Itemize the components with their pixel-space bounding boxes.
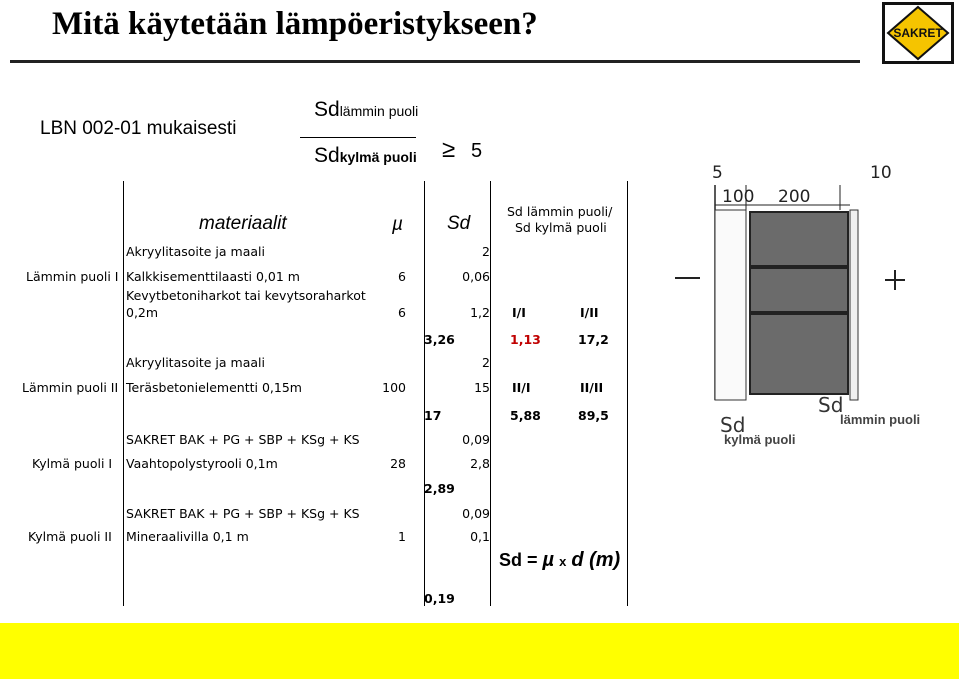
group-total: 0,19	[424, 591, 455, 606]
mu-cell: 28	[390, 456, 406, 471]
group-label: Lämmin puoli II	[22, 380, 119, 395]
sd-cell: 2	[482, 244, 490, 259]
block-3	[750, 314, 848, 394]
group-total: 17	[424, 408, 442, 423]
header-materials: materiaalit	[199, 213, 287, 234]
title-divider	[10, 60, 860, 63]
sd-cell: 0,06	[462, 269, 490, 284]
group-label: Kylmä puoli I	[32, 456, 113, 471]
table-line-mid	[424, 181, 425, 606]
group-label: Kylmä puoli II	[28, 529, 112, 544]
block-1	[750, 212, 848, 266]
sd-cell: 2,8	[470, 456, 490, 471]
table-line-sd	[490, 181, 491, 606]
sd-right-sub: lämmin puoli	[840, 412, 921, 427]
sd-cell: 0,09	[462, 432, 490, 447]
group-total: 2,89	[424, 481, 455, 496]
ratio-value-highlight: 1,13	[510, 332, 541, 347]
page-title: Mitä käytetään lämpöeristykseen?	[52, 6, 538, 42]
material-cell: 0,2m	[126, 305, 159, 320]
ratio-code: II/II	[580, 380, 604, 395]
group-label: Lämmin puoli I	[26, 269, 119, 284]
material-cell: Kalkkisementtilaasti 0,01 m	[126, 269, 300, 284]
ratio-value: 89,5	[578, 408, 609, 423]
group-total: 3,26	[424, 332, 455, 347]
header-ratio-line2: Sd kylmä puoli	[515, 220, 607, 235]
fraction-line	[300, 137, 416, 138]
ratio-code: I/I	[512, 305, 526, 320]
dim-200: 200	[778, 187, 811, 207]
sakret-logo	[882, 2, 954, 64]
ratio-value: 5,88	[510, 408, 541, 423]
table-line-right	[627, 181, 628, 606]
ratio-code: II/I	[512, 380, 531, 395]
header-sd: Sd	[447, 213, 471, 234]
mu-cell: 6	[398, 305, 406, 320]
sd-left-sub: kylmä puoli	[724, 432, 796, 447]
sd-cell: 0,1	[470, 529, 490, 544]
block-2	[750, 268, 848, 312]
wall-section-drawing	[660, 160, 958, 460]
material-cell: Kevytbetoniharkot tai kevytsoraharkot	[126, 288, 366, 303]
mu-cell: 1	[398, 529, 406, 544]
ratio-value: 17,2	[578, 332, 609, 347]
sd-left-main: Sd	[720, 413, 746, 437]
svg-text:SAKRET: SAKRET	[893, 26, 943, 40]
header-mu: µ	[392, 214, 403, 235]
bottom-highlight-bar	[0, 623, 959, 679]
sd-right-main: Sd	[818, 393, 844, 417]
material-cell: SAKRET BAK + PG + SBP + KSg + KS	[126, 506, 360, 521]
table-line-left	[123, 181, 124, 606]
sd-cell: 15	[474, 380, 490, 395]
top-label-10: 10	[870, 163, 892, 183]
sd-cell: 1,2	[470, 305, 490, 320]
sd-cell: 2	[482, 355, 490, 370]
ratio-code: I/II	[580, 305, 599, 320]
material-cell: Mineraalivilla 0,1 m	[126, 529, 249, 544]
mu-cell: 6	[398, 269, 406, 284]
ratio-limit: 5	[471, 140, 483, 162]
material-cell: Teräsbetonielementti 0,15m	[126, 380, 302, 395]
ratio-denominator: Sdkylmä puoli	[314, 144, 417, 167]
mu-cell: 100	[382, 380, 406, 395]
material-cell: Vaahtopolystyrooli 0,1m	[126, 456, 278, 471]
dim-100: 100	[722, 187, 755, 207]
material-cell: Akryylitasoite ja maali	[126, 355, 265, 370]
sd-formula: Sd = µ x d (m)	[499, 549, 621, 571]
ratio-numerator: Sdlämmin puoli	[314, 98, 419, 121]
sd-cell: 0,09	[462, 506, 490, 521]
standard-label: LBN 002-01 mukaisesti	[40, 118, 237, 139]
material-cell: SAKRET BAK + PG + SBP + KSg + KS	[126, 432, 360, 447]
material-cell: Akryylitasoite ja maali	[126, 244, 265, 259]
header-ratio-line1: Sd lämmin puoli/	[507, 204, 613, 219]
greater-equal-sign: ≥	[442, 136, 456, 163]
top-label-5: 5	[712, 163, 723, 183]
